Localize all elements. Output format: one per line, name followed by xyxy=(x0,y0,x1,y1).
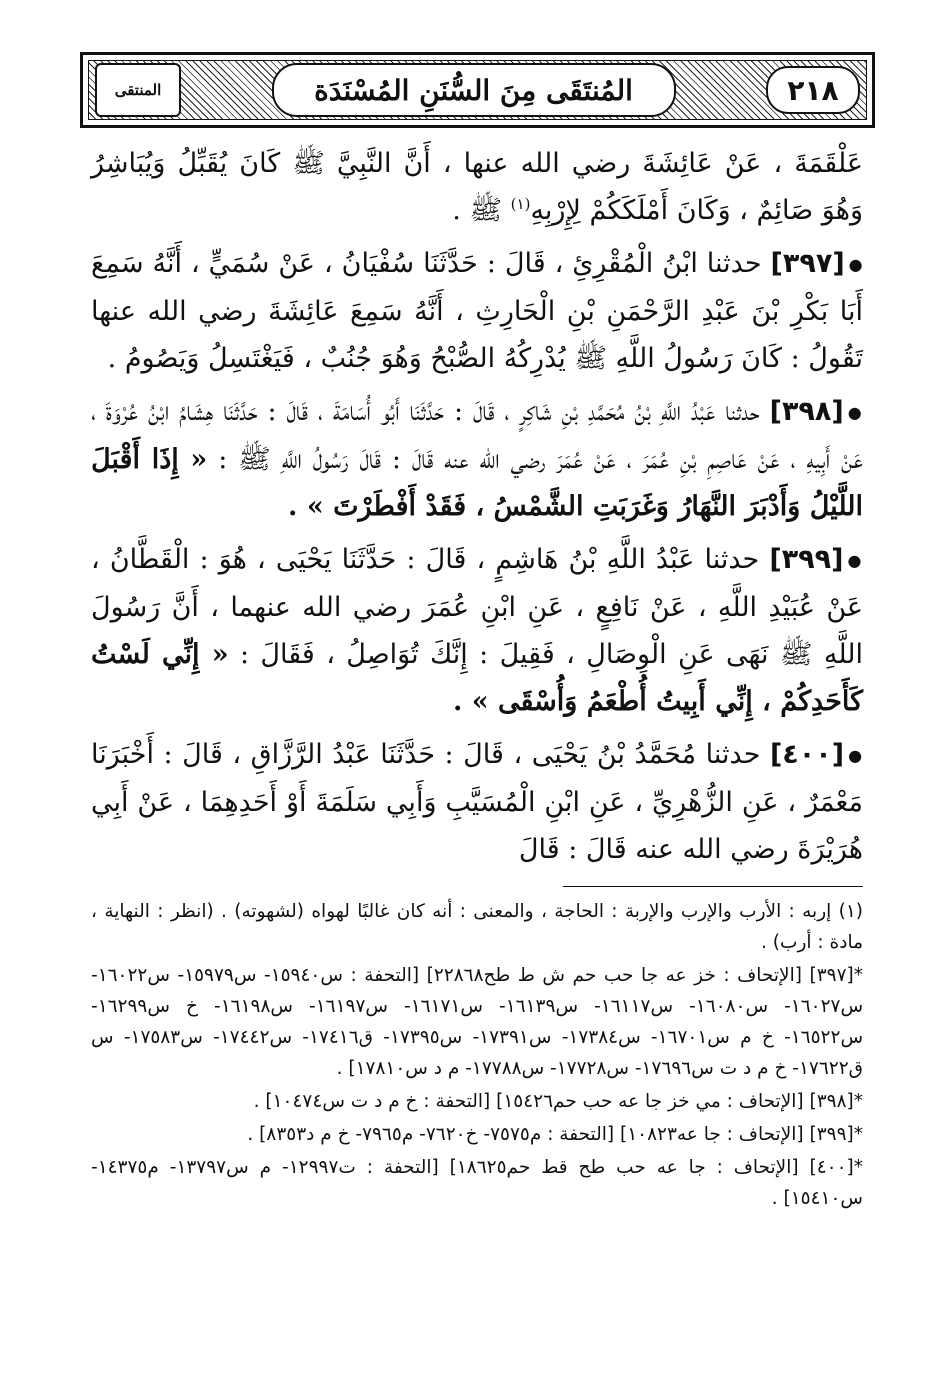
hadith-number: [٣٩٨] xyxy=(769,396,844,427)
book-title-text: المُنتَقَى مِنَ السُّنَنِ المُسْنَدَة xyxy=(314,73,633,107)
page-header xyxy=(80,52,875,128)
ornament-fill-right xyxy=(682,65,761,115)
hadith-399 xyxy=(91,536,863,725)
footnotes xyxy=(91,896,863,1216)
hadith-text: حدثنا عَبْدُ اللَّهِ بْنُ هَاشِمٍ ، قَالَ : حَدَّثَنَا يَحْيَى ، هُوَ : الْقَطَّانُ ، عَنْ عُبَيْدِ اللَّهِ ، عَنْ نَافِعٍ ، عَنِ ابْنِ عُمَرَ رضي الله عنهما ، أَنَّ رَسُولَ اللَّهِ ﷺ نَهَى عَنِ الْوِصَالِ ، فَقِيلَ : إِنَّكَ تُوَاصِلُ ، فَقَالَ : xyxy=(91,544,863,670)
header-ornament-band xyxy=(88,60,867,120)
book-emblem xyxy=(95,63,181,117)
footnote-399: *[٣٩٩] [الإتحاف : جا عه١٠٨٢٣] [التحفة : م٧٥٧٥- خ٧٦٢٠- م٧٩٦٥- خ م د٨٣٥٣] . xyxy=(247,1124,863,1145)
main-text xyxy=(91,140,863,879)
paragraph-continuation xyxy=(91,140,863,234)
hadith-number: [٤٠٠] xyxy=(769,739,845,770)
ornament-fill-left xyxy=(187,65,266,115)
hadith-quote: « إِذَا أَقْبَلَ اللَّيْلُ وَأَدْبَرَ النَّهَارُ وَغَرَبَتِ الشَّمْسُ ، فَقَدْ أَفْطَرْتَ » . xyxy=(91,444,863,522)
hadith-quote: « إِنِّي لَسْتُ كَأَحَدِكُمْ ، إِنِّي أَبِيتُ أُطْعَمُ وَأُسْقَى » . xyxy=(91,639,863,717)
hadith-text: حدثنا ابْنُ الْمُقْرِئِ ، قَالَ : حَدَّثَنَا سُفْيَانُ ، عَنْ سُمَيٍّ ، أَنَّهُ سَمِعَ أَبَا بَكْرِ بْنَ عَبْدِ الرَّحْمَنِ بْنِ الْحَارِثِ ، أَنَّهُ سَمِعَ عَائِشَةَ رضي الله عنها تَقُولُ : كَانَ رَسُولُ اللَّهِ ﷺ يُدْرِكُهُ الصُّبْحُ وَهُوَ جُنُبٌ ، فَيَغْتَسِلُ وَيَصُومُ . xyxy=(91,248,863,374)
hadith-text: حدثنا عَبْدُ اللَّهِ بْنُ مُحَمَّدِ بْنِ شَاكِرٍ ، قَالَ : حَدَّثَنَا أَبُو أُسَامَةَ ، قَالَ : حَدَّثَنَا هِشَامُ ابْنُ عُرْوَةَ ، عَنْ أَبِيهِ ، عَنْ عَاصِمِ بْنِ عُمَرَ ، عَنْ عُمَرَ رضي الله عنه قَالَ : قَالَ رَسُولُ اللَّهِ ﷺ : xyxy=(91,396,863,475)
book-title xyxy=(272,63,676,117)
footnote-divider xyxy=(563,886,863,887)
hadith-398 xyxy=(91,388,863,530)
bullet-icon: ● xyxy=(847,403,863,422)
book-emblem-text: المنتقى xyxy=(114,81,162,99)
hadith-number: [٣٩٩] xyxy=(769,544,844,575)
footnote-1: (١) إربه : الأرب والإرب والإربة : الحاجة ، والمعنى : أنه كان غالبًا لهواه (لشهوته) . (انظر : النهاية ، مادة : أرب) . xyxy=(91,901,863,953)
footnote-397: *[٣٩٧] [الإتحاف : خز عه جا حب حم ش ط طح٢٢٨٦٨] [التحفة : س١٥٩٤٠- س١٥٩٧٩- س١٦٠٢٢- س١٦٠٢٧- س١٦٠٨٠- س١٦١١٧- س١٦١٣٩- س١٦١٧١- س١٦١٩٧- س١٦١٩٨- خ س١٦٢٩٩- س١٦٥٢٢- خ م س١٦٧٠١- س١٧٣٨٤- س١٧٣٩١- س١٧٣٩٥- ق١٧٤١٦- س١٧٤٤٢- س١٧٥٨٣- س ق١٧٦٢٢- خ م د ت س١٧٦٩٦- س١٧٧٢٨- س١٧٧٨٨- م د س١٧٨١٠] . xyxy=(91,965,864,1079)
bullet-icon: ● xyxy=(848,255,863,274)
hadith-number: [٣٩٧] xyxy=(770,248,845,279)
hadith-397 xyxy=(91,240,863,382)
hadith-text: حدثنا مُحَمَّدُ بْنُ يَحْيَى ، قَالَ : حَدَّثَنَا عَبْدُ الرَّزَّاقِ ، قَالَ : أَخْبَرَنَا مَعْمَرٌ ، عَنِ الزُّهْرِيِّ ، عَنِ ابْنِ الْمُسَيَّبِ وَأَبِي سَلَمَةَ أَوْ أَحَدِهِمَا ، عَنْ أَبِي هُرَيْرَةَ رضي الله عنه قَالَ : قَالَ xyxy=(91,739,863,865)
bullet-icon: ● xyxy=(847,551,863,570)
page-number-text: ٢١٨ xyxy=(787,73,839,107)
paragraph-text: عَلْقَمَةَ ، عَنْ عَائِشَةَ رضي الله عنها ، أَنَّ النَّبِيَّ ﷺ كَانَ يُقَبِّلُ وَيُبَاشِرُ وَهُوَ صَائِمٌ ، وَكَانَ أَمْلَكَكُمْ لِإِرْبِهِ xyxy=(91,148,863,226)
bullet-icon: ● xyxy=(848,746,864,765)
page-number xyxy=(766,66,860,114)
paragraph-tail: ﷺ . xyxy=(452,195,503,226)
footnote-398: *[٣٩٨] [الإتحاف : مي خز جا عه حب حم١٥٤٢٦] [التحفة : خ م د ت س١٠٤٧٤] . xyxy=(253,1091,863,1112)
footnote-400: *[٤٠٠] [الإتحاف : جا عه حب طح قط حم١٨٦٢٥] [التحفة : ت١٢٩٩٧- م س١٣٧٩٧- م١٤٣٧٥- س١٥٤١٠] . xyxy=(91,1157,863,1209)
hadith-400 xyxy=(91,731,863,873)
footnote-marker: (١) xyxy=(510,195,531,213)
